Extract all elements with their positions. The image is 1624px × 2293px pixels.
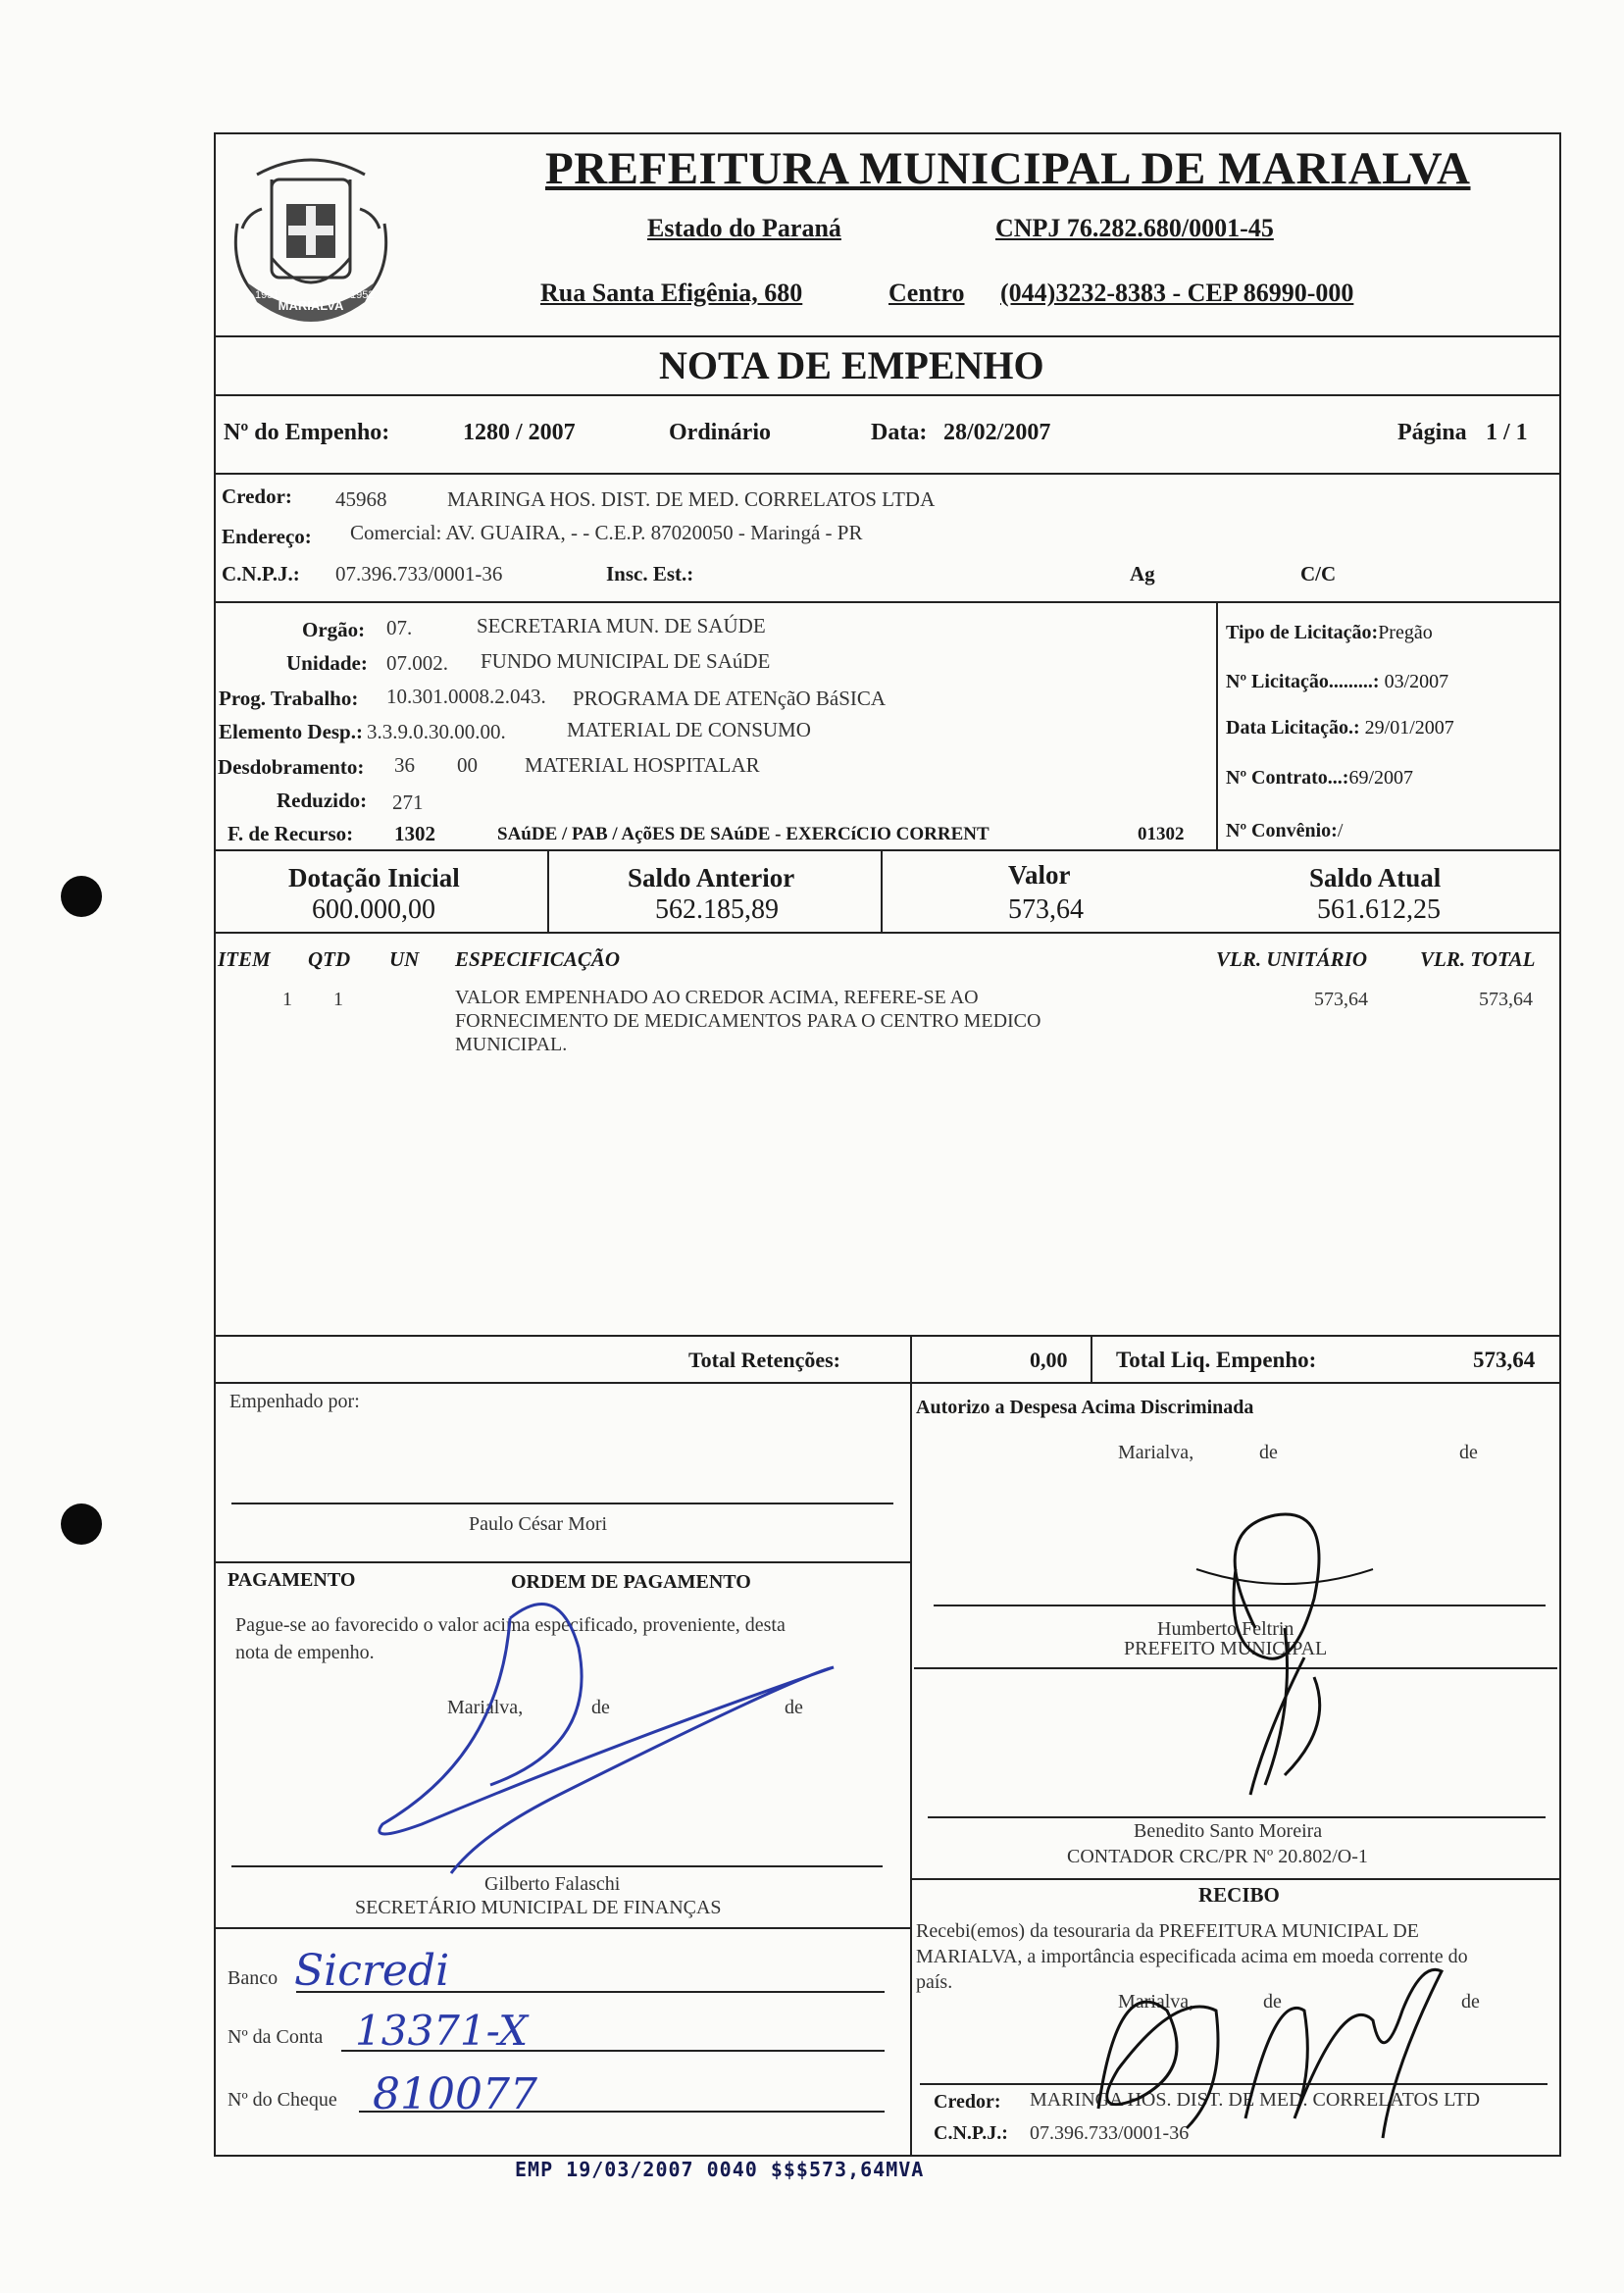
- desdobramento-label: Desdobramento:: [218, 755, 365, 779]
- orgao-code: 07.: [386, 616, 413, 639]
- credor-cnpj: 07.396.733/0001-36: [335, 562, 503, 586]
- recibo-text-line1: Recebi(emos) da tesouraria da PREFEITURA MUNICIPAL DE: [916, 1920, 1419, 1942]
- desdobramento-code2: 00: [457, 753, 478, 777]
- num-licitacao: [1226, 671, 1448, 693]
- col-header-unit-value: VLR. UNITÁRIO: [1216, 947, 1368, 971]
- cnpj-label: CNPJ 76.282.680/0001-45: [995, 214, 1274, 242]
- dotacao-inicial-label: Dotação Inicial: [288, 863, 460, 892]
- num-licitacao-label: Nº Licitação.........:: [1226, 671, 1380, 692]
- autorizo-de2: de: [1459, 1442, 1478, 1463]
- num-contrato-label: Nº Contrato...:: [1226, 767, 1349, 789]
- phone-cep-label: (044)3232-8383 - CEP 86990-000: [1000, 279, 1354, 307]
- page-number: 1 / 1: [1486, 420, 1528, 445]
- insc-est-label: Insc. Est.:: [606, 562, 694, 586]
- elemento-code: 3.3.9.0.30.00.00.: [367, 720, 506, 743]
- valor-value: 573,64: [1008, 894, 1084, 925]
- banco-label: Banco: [228, 1967, 279, 1989]
- prefeito-role: PREFEITO MUNICIPAL: [1124, 1638, 1328, 1659]
- reduzido-label: Reduzido:: [277, 789, 368, 812]
- empenho-type: Ordinário: [669, 420, 772, 445]
- recibo-city: Marialva,: [1118, 1991, 1194, 2013]
- data-licitacao-value: 29/01/2007: [1364, 717, 1454, 739]
- tipo-licitacao: [1226, 622, 1433, 644]
- banco-handwritten: Sicredi: [294, 1946, 450, 1996]
- divider: [214, 601, 1559, 603]
- signature-line: [928, 1816, 1546, 1818]
- unidade-name: FUNDO MUNICIPAL DE SAúDE: [481, 649, 771, 673]
- divider: [214, 849, 1559, 851]
- divider: [214, 1382, 1559, 1384]
- item-desc-line2: FORNECIMENTO DE MEDICAMENTOS PARA O CENTRO MEDICO: [455, 1010, 1041, 1032]
- prog-trabalho-name: PROGRAMA DE ATENçãO BáSICA: [573, 687, 887, 710]
- endereco-label: Endereço:: [222, 525, 312, 548]
- col-header-item: ITEM: [218, 947, 271, 971]
- document-title: NOTA DE EMPENHO: [659, 343, 1044, 387]
- num-contrato-value: 69/2007: [1348, 767, 1414, 789]
- empenho-date: 28/02/2007: [943, 420, 1051, 445]
- divider: [547, 851, 549, 932]
- recurso-name: SAúDE / PAB / AçõES DE SAúDE - EXERCíCIO CORRENT: [497, 824, 990, 844]
- municipal-coat-of-arms: [218, 135, 404, 331]
- page-label: Página: [1397, 420, 1467, 445]
- tipo-licitacao-label: Tipo de Licitação:: [1226, 622, 1379, 643]
- autorizo-city: Marialva,: [1118, 1442, 1194, 1463]
- divider: [214, 1335, 1559, 1337]
- item-total-value: 573,64: [1479, 989, 1533, 1010]
- pagamento-title: PAGAMENTO: [228, 1569, 356, 1591]
- col-header-qtd: QTD: [308, 947, 351, 971]
- col-header-un: UN: [389, 947, 420, 971]
- divider: [214, 1561, 910, 1563]
- credor-address: Comercial: AV. GUAIRA, - - C.E.P. 87020050 - Maringá - PR: [350, 521, 863, 544]
- total-liq-label: Total Liq. Empenho:: [1116, 1348, 1317, 1372]
- recibo-cnpj: 07.396.733/0001-36: [1030, 2122, 1190, 2144]
- empenhado-label: Empenhado por:: [229, 1391, 360, 1412]
- divider: [214, 932, 1559, 934]
- pagamento-text-line1: Pague-se ao favorecido o valor acima especificado, proveniente, desta: [235, 1614, 786, 1636]
- divider: [1091, 1335, 1092, 1382]
- divider: [910, 1878, 1559, 1880]
- ordem-pagamento-title: ORDEM DE PAGAMENTO: [511, 1571, 751, 1593]
- credor-label: Credor:: [222, 484, 292, 508]
- recurso-code2: 01302: [1138, 824, 1185, 844]
- num-licitacao-value: 03/2007: [1384, 671, 1449, 692]
- pagamento-de2: de: [785, 1697, 803, 1718]
- prefeito-name: Humberto Feltrin: [1157, 1618, 1294, 1640]
- credor-code: 45968: [335, 487, 387, 511]
- num-convenio-value: /: [1337, 820, 1344, 841]
- recurso-label: F. de Recurso:: [228, 822, 354, 845]
- recibo-text-line3: país.: [916, 1971, 953, 1993]
- num-contrato: [1226, 767, 1413, 790]
- data-licitacao: [1226, 717, 1454, 739]
- valor-label: Valor: [1008, 860, 1071, 890]
- dotacao-inicial-value: 600.000,00: [312, 894, 435, 925]
- cc-label: C/C: [1300, 562, 1337, 586]
- page-title: PREFEITURA MUNICIPAL DE MARIALVA: [545, 143, 1471, 194]
- prog-trabalho-code: 10.301.0008.2.043.: [386, 685, 546, 708]
- contador-role: CONTADOR CRC/PR Nº 20.802/O-1: [1067, 1846, 1368, 1867]
- contador-name: Benedito Santo Moreira: [1134, 1820, 1323, 1842]
- pagamento-city: Marialva,: [447, 1697, 524, 1718]
- empenho-number: 1280 / 2007: [463, 420, 576, 445]
- cnpj-field-label: C.N.P.J.:: [222, 562, 300, 586]
- empenho-date-label: Data:: [871, 420, 928, 445]
- secretario-signature: [363, 1589, 863, 1893]
- divider: [214, 335, 1559, 337]
- item-unit-value: 573,64: [1314, 989, 1368, 1010]
- ag-label: Ag: [1130, 562, 1155, 586]
- item-desc-line1: VALOR EMPENHADO AO CREDOR ACIMA, REFERE-SE AO: [455, 987, 979, 1008]
- saldo-atual-label: Saldo Atual: [1309, 863, 1442, 892]
- secretario-name: Gilberto Falaschi: [484, 1873, 621, 1895]
- recibo-credor-label: Credor:: [934, 2091, 1001, 2113]
- saldo-anterior-label: Saldo Anterior: [628, 863, 795, 892]
- recibo-text-line2: MARIALVA, a importância especificada acima em moeda corrente do: [916, 1946, 1468, 1967]
- reduzido-value: 271: [392, 790, 424, 814]
- total-retencoes-label: Total Retenções:: [688, 1348, 840, 1372]
- orgao-name: SECRETARIA MUN. DE SAÚDE: [477, 614, 766, 637]
- secretario-role: SECRETÁRIO MUNICIPAL DE FINANÇAS: [355, 1897, 722, 1918]
- num-convenio: [1226, 820, 1343, 842]
- item-qtd: 1: [333, 989, 343, 1010]
- total-retencoes-value: 0,00: [1030, 1348, 1068, 1372]
- state-label: Estado do Paraná: [647, 214, 841, 242]
- recibo-signature: [1079, 1952, 1451, 2148]
- divider: [214, 473, 1559, 475]
- divider: [881, 851, 883, 932]
- item-desc-line3: MUNICIPAL.: [455, 1034, 568, 1055]
- recibo-de2: de: [1461, 1991, 1480, 2013]
- divider: [1216, 601, 1218, 851]
- prefeito-signature: [1167, 1510, 1393, 1805]
- empenhado-name: Paulo César Mori: [469, 1513, 608, 1535]
- cheque-label: Nº do Cheque: [228, 2089, 337, 2111]
- punch-hole-top: [61, 876, 102, 917]
- cheque-handwritten: 810077: [373, 2069, 537, 2119]
- seal-year-left: 1951: [255, 289, 279, 301]
- elemento-name: MATERIAL DE CONSUMO: [567, 718, 811, 741]
- recurso-code: 1302: [394, 822, 435, 845]
- recibo-credor-name: MARINGA HOS. DIST. DE MED. CORRELATOS LTD: [1030, 2089, 1481, 2111]
- unidade-code: 07.002.: [386, 651, 448, 675]
- pagamento-de1: de: [591, 1697, 610, 1718]
- num-convenio-label: Nº Convênio:: [1226, 820, 1338, 841]
- conta-handwritten: 13371-X: [355, 2007, 529, 2055]
- street-label: Rua Santa Efigênia, 680: [540, 279, 803, 307]
- seal-year-right: 1952: [350, 289, 375, 301]
- unidade-label: Unidade:: [286, 651, 368, 675]
- credor-name: MARINGA HOS. DIST. DE MED. CORRELATOS LTDA: [447, 487, 936, 511]
- recibo-cnpj-label: C.N.P.J.:: [934, 2122, 1008, 2144]
- data-licitacao-label: Data Licitação.:: [1226, 717, 1360, 739]
- mechanical-stamp: EMP 19/03/2007 0040 $$$573,64MVA: [515, 2158, 925, 2181]
- recibo-title: RECIBO: [1198, 1883, 1280, 1907]
- seal-ribbon-text: MARIALVA: [278, 298, 344, 313]
- punch-hole-bottom: [61, 1503, 102, 1545]
- divider: [214, 1927, 910, 1929]
- recibo-de1: de: [1263, 1991, 1282, 2013]
- empenho-number-label: Nº do Empenho:: [224, 420, 390, 445]
- prog-trabalho-label: Prog. Trabalho:: [219, 687, 359, 710]
- item-number: 1: [282, 989, 292, 1010]
- divider: [910, 1335, 912, 2155]
- col-header-total-value: VLR. TOTAL: [1420, 947, 1536, 971]
- signature-line: [231, 1503, 893, 1504]
- elemento-label: Elemento Desp.:: [219, 720, 363, 743]
- pagamento-text-line2: nota de empenho.: [235, 1642, 375, 1663]
- desdobramento-code1: 36: [394, 753, 415, 777]
- conta-label: Nº da Conta: [228, 2026, 324, 2048]
- autorizo-title: Autorizo a Despesa Acima Discriminada: [916, 1397, 1254, 1418]
- tipo-licitacao-value: Pregão: [1378, 622, 1433, 643]
- district-label: Centro: [888, 279, 965, 307]
- autorizo-de1: de: [1259, 1442, 1278, 1463]
- saldo-anterior-value: 562.185,89: [655, 894, 779, 925]
- col-header-especificacao: ESPECIFICAÇÃO: [455, 947, 621, 971]
- saldo-atual-value: 561.612,25: [1317, 894, 1441, 925]
- desdobramento-name: MATERIAL HOSPITALAR: [525, 753, 760, 777]
- orgao-label: Orgão:: [302, 618, 366, 641]
- total-liq-value: 573,64: [1473, 1348, 1536, 1372]
- divider: [214, 394, 1559, 396]
